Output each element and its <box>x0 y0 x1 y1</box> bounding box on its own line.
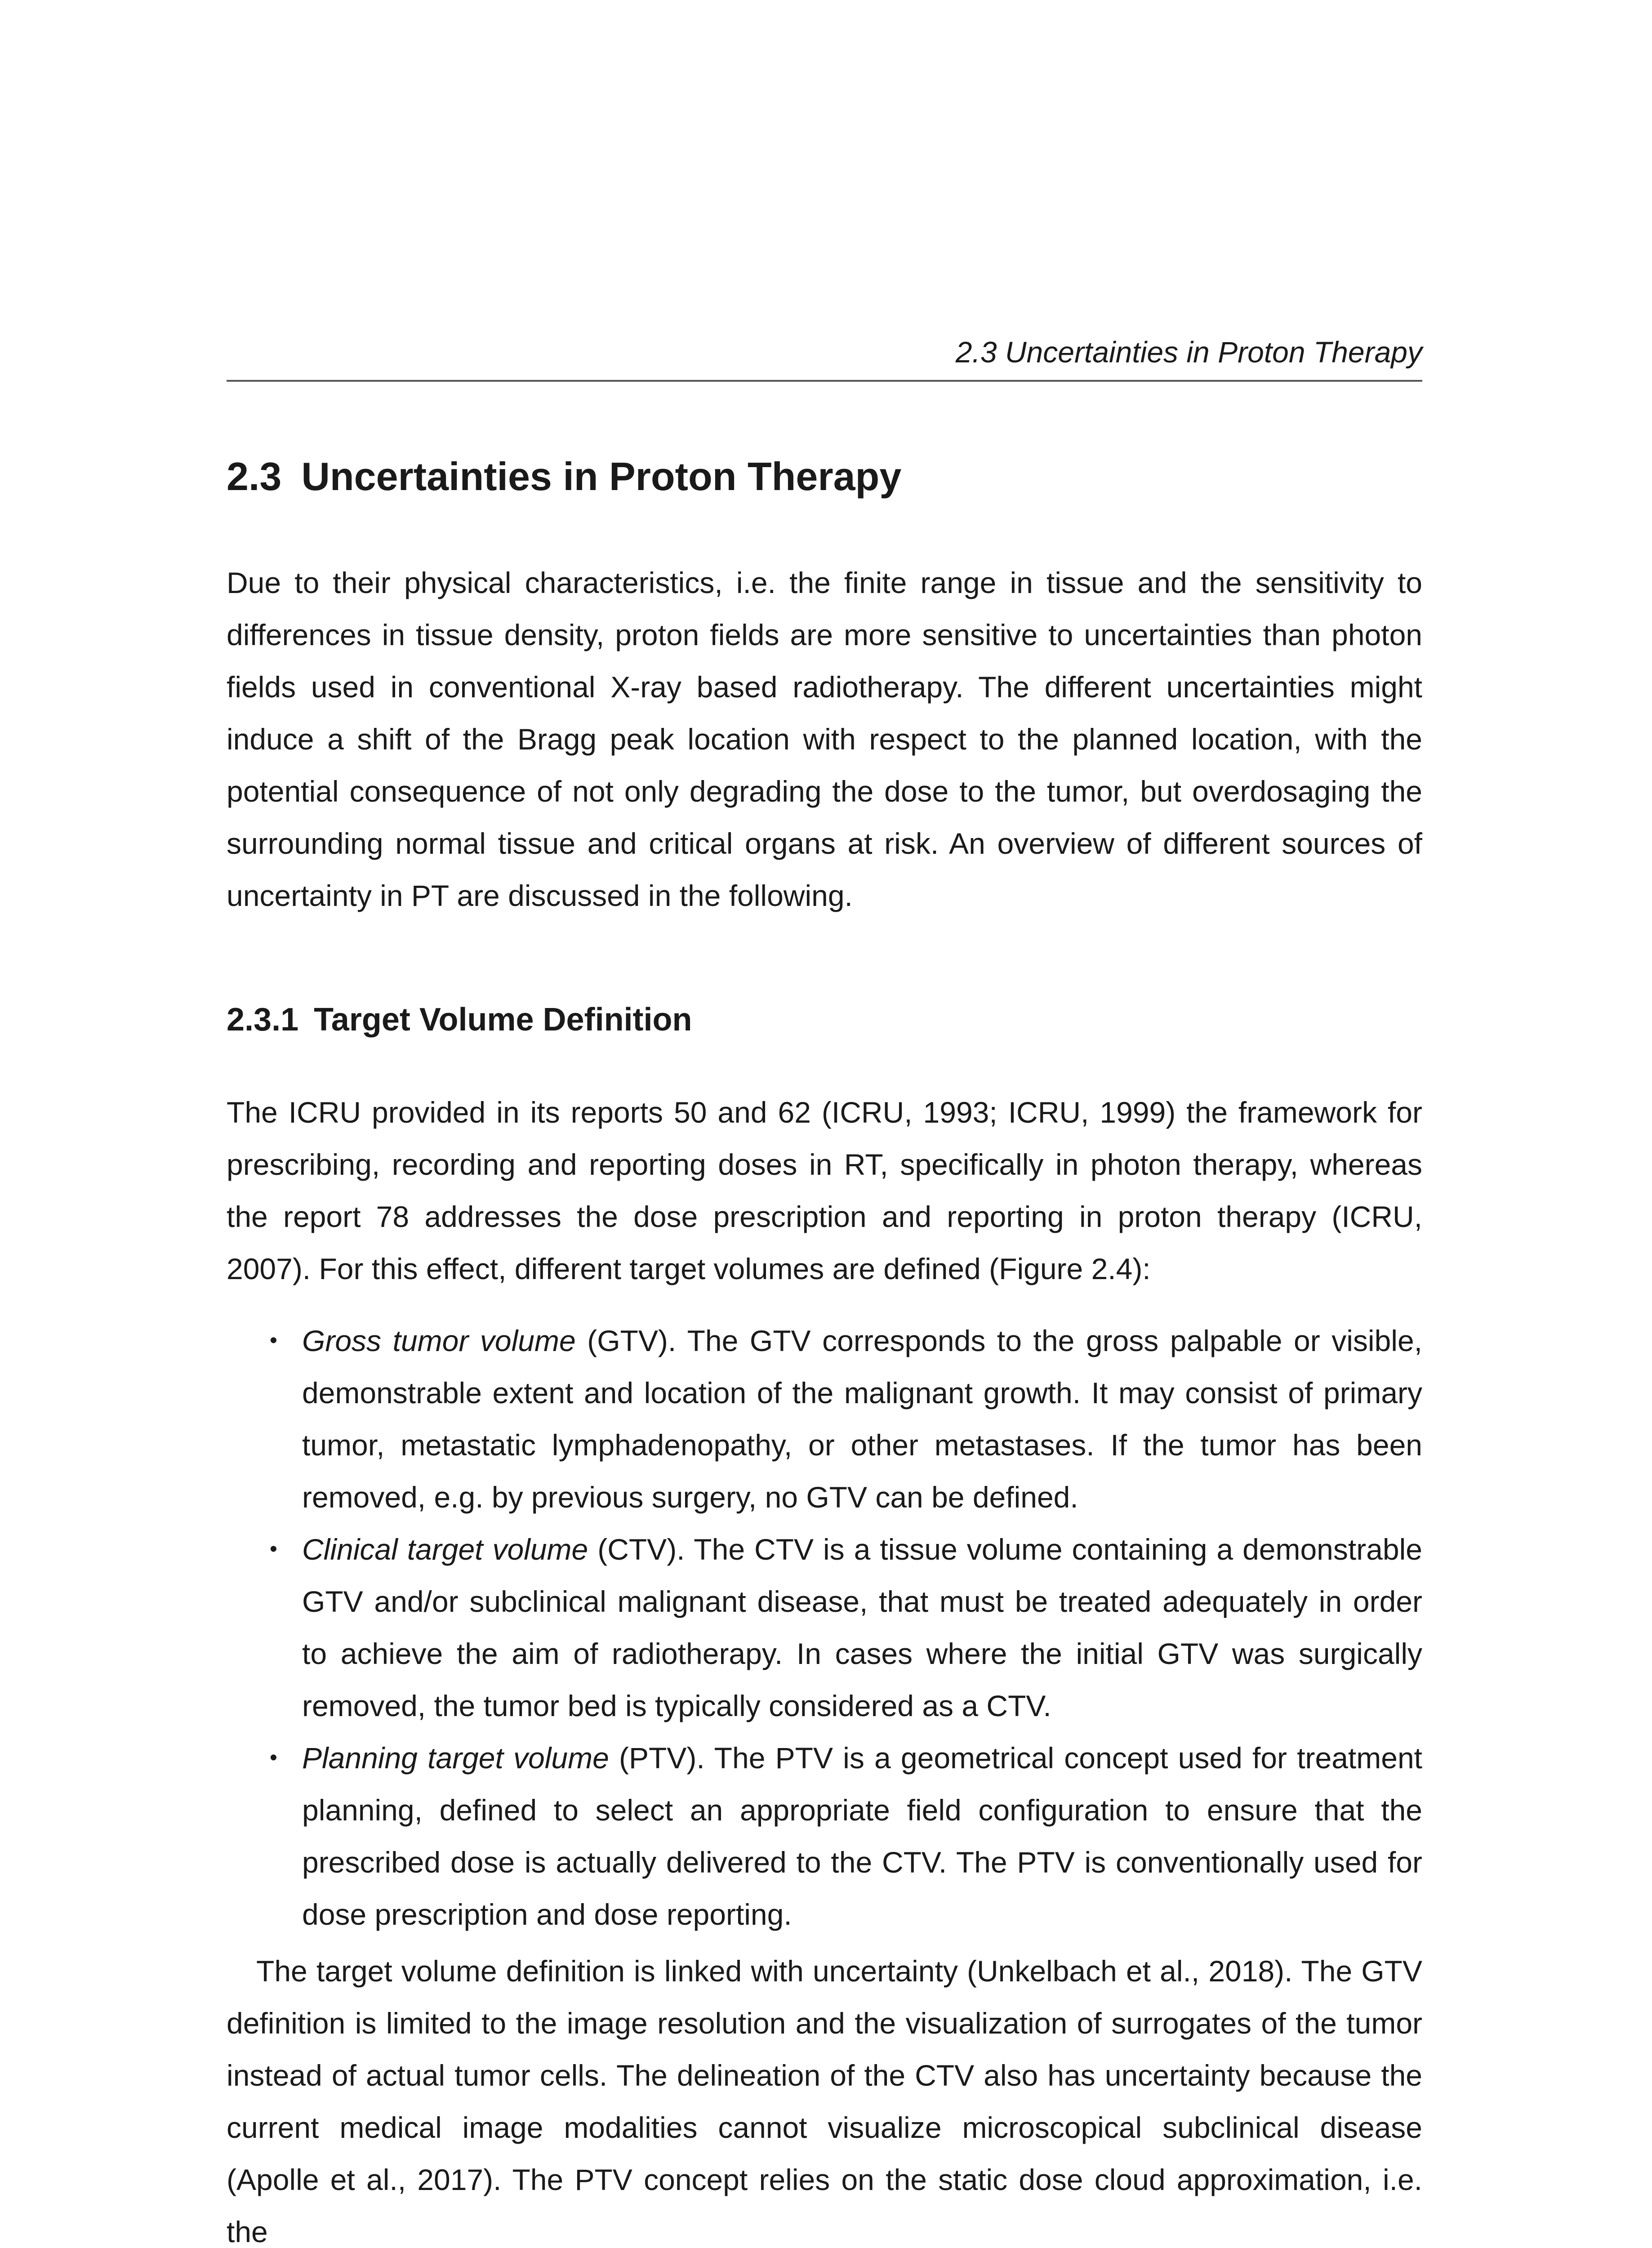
target-volume-list <box>227 1315 1422 1940</box>
closing-paragraph: The target volume definition is linked with uncertainty (Unkelbach et al., 2018). The GTV definition is limited to the image resolution and the visualization of surrogates of the tumor instead of actual tumor cells. The delineation of the CTV also has uncertainty because the current medical image modalities cannot visualize microscopical subclinical disease (Apolle et al., 2017). The PTV concept relies on the static dose cloud approximation, i.e. the <box>227 1954 1422 2248</box>
page-body <box>227 450 1422 2248</box>
subsection-number: 2.3.1 <box>227 1002 299 1038</box>
intro-paragraph: Due to their physical characteristics, i.e. the finite range in tissue and the sensitivity to differences in tissue density, proton fields are more sensitive to uncertainties than photon fields used in conventional X-ray based radiotherapy. The different uncertainties might induce a shift of the Bragg peak location with respect to the planned location, with the potential consequence of not only degrading the dose to the tumor, but overdosaging the surrounding normal tissue and critical organs at risk. An overview of different sources of uncertainty in PT are discussed in the following. <box>227 566 1422 912</box>
list-item-term: Gross tumor volume <box>302 1324 576 1357</box>
section-heading <box>227 450 1422 504</box>
list-item-text: (GTV). The GTV corresponds to the gross palpable or visible, demonstrable extent and location of the malignant growth. It may consist of primary tumor, metastatic lymphadenopathy, or other metastases. If the tumor has been removed, e.g. by previous surgery, no GTV can be defined. <box>302 1324 1422 1514</box>
list-item-gtv <box>227 1315 1422 1523</box>
target-volume-paragraph: The ICRU provided in its reports 50 and 62 (ICRU, 1993; ICRU, 1999) the framework for prescribing, recording and reporting doses in RT, specifically in photon therapy, whereas the report 78 addresses the dose prescription and reporting in proton therapy (ICRU, 2007). For this effect, different target volumes are defined (Figure 2.4): <box>227 1096 1422 1285</box>
bullet-icon: • <box>270 1537 277 1561</box>
subsection-title: Target Volume Definition <box>314 1002 692 1038</box>
list-item-ctv <box>227 1523 1422 1732</box>
section-number: 2.3 <box>227 454 282 499</box>
running-header: 2.3 Uncertainties in Proton Therapy <box>955 335 1422 369</box>
list-item-term: Clinical target volume <box>302 1533 588 1566</box>
subsection-heading <box>227 997 1422 1042</box>
section-title: Uncertainties in Proton Therapy <box>301 454 902 499</box>
list-item-term: Planning target volume <box>302 1741 609 1775</box>
list-item-text: (PTV). The PTV is a geometrical concept used for treatment planning, defined to select an appropriate field configuration to ensure that the prescribed dose is actually delivered to the CTV. The PTV is conventionally used for dose prescription and dose reporting. <box>302 1741 1422 1931</box>
list-item-text: (CTV). The CTV is a tissue volume containing a demonstrable GTV and/or subclinical malignant disease, that must be treated adequately in order to achieve the aim of radiotherapy. In cases where the initial GTV was surgically removed, the tumor bed is typically considered as a CTV. <box>302 1533 1422 1722</box>
header-rule <box>227 380 1422 382</box>
subsection-heading-wrapper <box>227 997 1422 1042</box>
bullet-icon: • <box>270 1329 277 1352</box>
list-item-ptv <box>227 1732 1422 1940</box>
bullet-icon: • <box>270 1746 277 1770</box>
